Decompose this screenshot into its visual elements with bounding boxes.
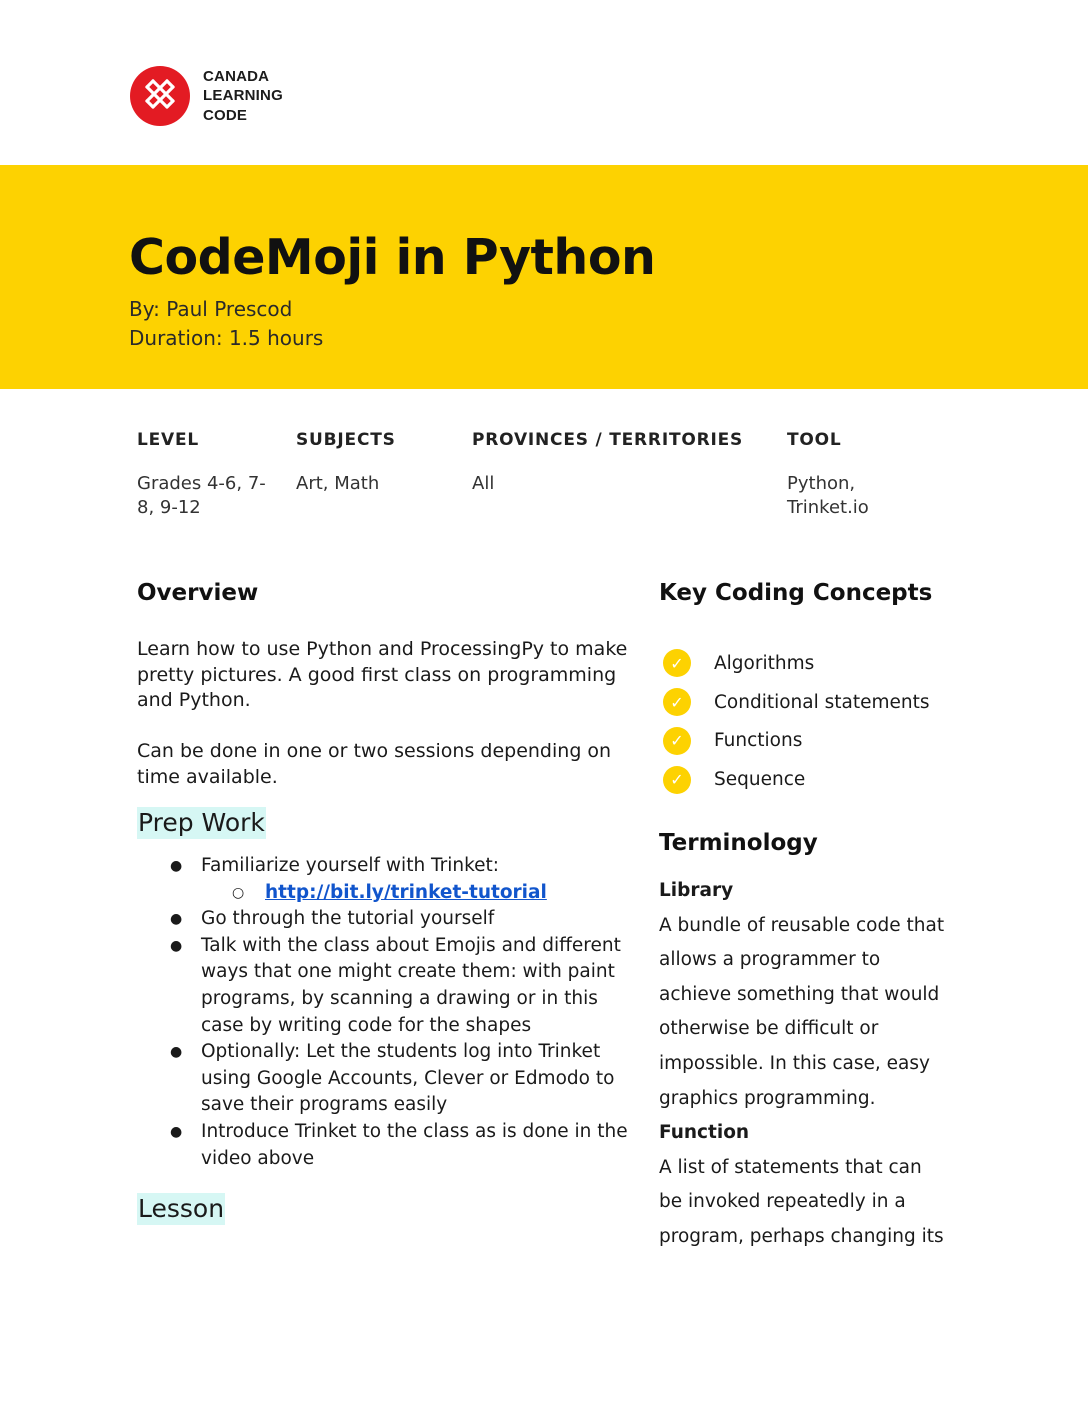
logo-line-2: LEARNING — [203, 87, 283, 105]
meta-value-level: Grades 4-6, 7-8, 9-12 — [137, 473, 266, 518]
author: By: Paul Prescod — [129, 297, 293, 321]
terminology-list — [659, 874, 949, 1255]
checkmark-icon: ✓ — [663, 688, 691, 716]
lesson-heading: Lesson — [138, 1194, 225, 1223]
list-item: ● Introduce Trinket to the class as is done in the video above — [137, 1119, 642, 1172]
checkmark-icon: ✓ — [663, 727, 691, 755]
concept-item — [660, 683, 930, 722]
overview-paragraph-2: Can be done in one or two sessions depending on time available. — [137, 740, 612, 788]
term-definition: A list of statements that can be invoked repeatedly in a program, perhaps changing its — [659, 1156, 944, 1247]
concept-label: Algorithms — [714, 652, 815, 674]
meta-heading-provinces: PROVINCES / TERRITORIES — [472, 430, 744, 450]
key-concepts-heading: Key Coding Concepts — [659, 580, 933, 606]
list-item: ● Optionally: Let the students log into Trinket using Google Accounts, Clever or Edmodo to save their programs easily — [137, 1039, 642, 1119]
logo-line-1: CANADA — [203, 67, 270, 85]
concept-item — [660, 760, 930, 799]
logo-wordmark — [203, 67, 283, 126]
concept-label: Conditional statements — [714, 691, 930, 713]
overview-heading: Overview — [137, 580, 259, 606]
meta-value-provinces: All — [472, 473, 495, 494]
page-title: CodeMoji in Python — [129, 229, 656, 286]
meta-heading-tool: TOOL — [787, 430, 842, 450]
meta-value-subjects: Art, Math — [296, 473, 380, 494]
meta-value-tool: Python, Trinket.io — [787, 473, 869, 518]
list-item: ● Talk with the class about Emojis and different ways that one might create them: with paint programs, by scanning a drawing or in this case by writing code for the shapes — [137, 933, 642, 1039]
overview-paragraph-1: Learn how to use Python and ProcessingPy to make pretty pictures. A good first class on programming and Python. — [137, 638, 628, 711]
concept-item — [660, 722, 930, 761]
term-name: Function — [659, 1122, 750, 1144]
meta-heading-level: LEVEL — [137, 430, 200, 450]
checkmark-icon: ✓ — [663, 766, 691, 794]
list-item: ● Familiarize yourself with Trinket: — [137, 853, 642, 880]
term-name: Library — [659, 880, 734, 901]
term-definition: A bundle of reusable code that allows a programmer to achieve something that would otherwise be difficult or impossible. In this case, easy graphics programming. — [659, 914, 945, 1109]
duration: Duration: 1.5 hours — [129, 326, 324, 350]
list-item-link — [137, 880, 642, 907]
trinket-tutorial-link[interactable]: http://bit.ly/trinket-tutorial — [265, 881, 547, 903]
byline — [129, 295, 323, 353]
concept-item — [660, 644, 930, 683]
terminology-heading: Terminology — [659, 830, 818, 856]
concept-label: Functions — [714, 730, 803, 752]
logo — [130, 66, 283, 126]
list-item: ● Go through the tutorial yourself — [137, 906, 642, 933]
logo-line-3: CODE — [203, 106, 248, 124]
key-concepts-list — [660, 644, 930, 799]
meta-heading-subjects: SUBJECTS — [296, 430, 396, 450]
canada-learning-code-logo-icon — [130, 66, 190, 126]
checkmark-icon: ✓ — [663, 649, 691, 677]
prep-work-list — [137, 853, 642, 1172]
concept-label: Sequence — [714, 769, 806, 791]
prep-work-heading: Prep Work — [138, 808, 265, 837]
